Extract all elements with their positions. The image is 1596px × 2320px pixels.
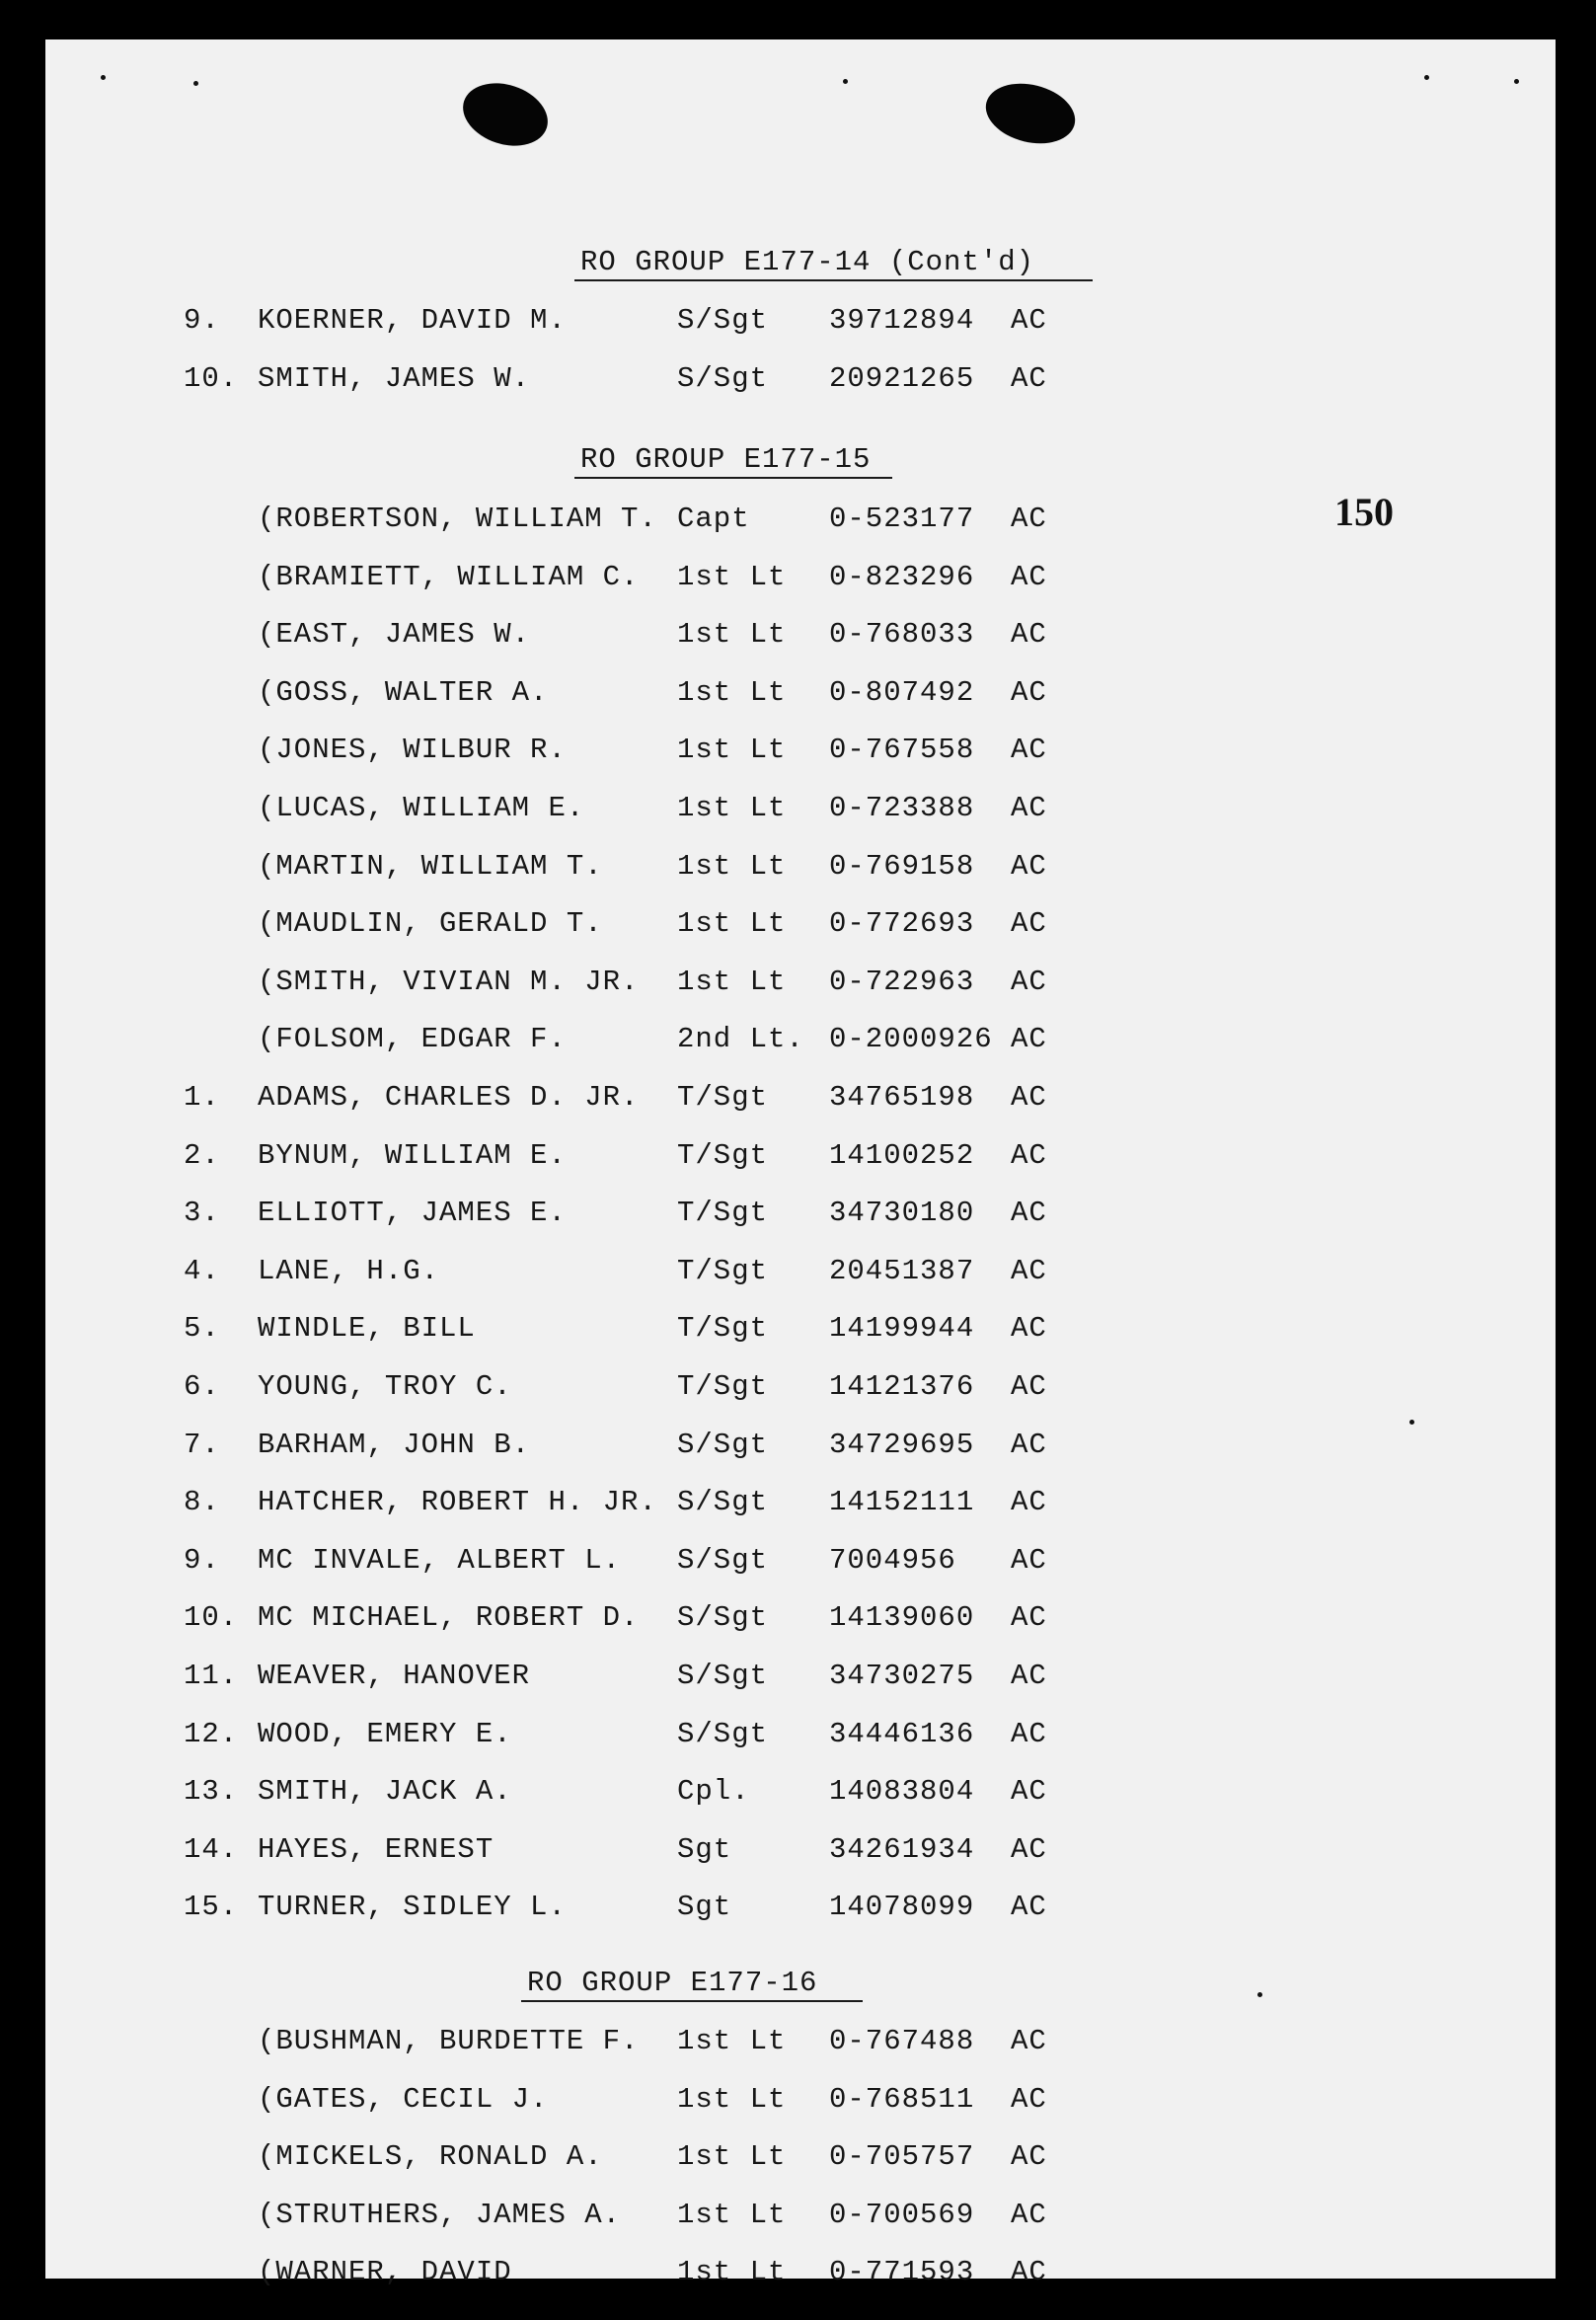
- branch-code: AC: [1011, 1833, 1047, 1866]
- branch-code: AC: [1011, 1775, 1047, 1808]
- row-number: 13.: [184, 1775, 239, 1808]
- roster-row: [45, 2137, 1131, 2177]
- roster-row: [45, 2080, 1131, 2120]
- member-name: TURNER, SIDLEY L.: [258, 1891, 567, 1923]
- member-name: (EAST, JAMES W.: [258, 618, 531, 651]
- roster-row: [45, 789, 1131, 828]
- member-name: MC MICHAEL, ROBERT D.: [258, 1601, 640, 1634]
- serial-number: 0-771593: [829, 2256, 975, 2288]
- member-rank: 1st Lt: [677, 2025, 787, 2057]
- member-name: (JONES, WILBUR R.: [258, 734, 567, 766]
- row-number: 9.: [184, 1544, 220, 1577]
- roster-row: [45, 1598, 1131, 1638]
- branch-code: AC: [1011, 1718, 1047, 1750]
- row-number: 10.: [184, 362, 239, 395]
- serial-number: 14121376: [829, 1370, 975, 1403]
- roster-row: [45, 731, 1131, 770]
- member-name: ADAMS, CHARLES D. JR.: [258, 1081, 640, 1114]
- group-header: [574, 243, 1040, 282]
- member-rank: 1st Lt: [677, 676, 787, 709]
- roster-row: [45, 1772, 1131, 1812]
- member-rank: T/Sgt: [677, 1370, 769, 1403]
- group-header-underline: [574, 279, 1093, 281]
- member-rank: 1st Lt: [677, 2199, 787, 2231]
- member-name: SMITH, JACK A.: [258, 1775, 512, 1808]
- row-number: 5.: [184, 1312, 220, 1345]
- member-name: (MARTIN, WILLIAM T.: [258, 850, 603, 883]
- speck: [1409, 1420, 1414, 1425]
- member-rank: 1st Lt: [677, 734, 787, 766]
- serial-number: 0-769158: [829, 850, 975, 883]
- branch-code: AC: [1011, 503, 1047, 535]
- member-rank: Cpl.: [677, 1775, 750, 1808]
- group-header-text: RO GROUP E177-16: [527, 1967, 818, 1999]
- row-number: 10.: [184, 1601, 239, 1634]
- punch-hole-right: [979, 75, 1081, 153]
- row-number: 9.: [184, 304, 220, 337]
- serial-number: 0-523177: [829, 503, 975, 535]
- roster-row: [45, 1252, 1131, 1291]
- row-number: 11.: [184, 1660, 239, 1692]
- member-name: HATCHER, ROBERT H. JR.: [258, 1486, 657, 1518]
- roster-row: [45, 1830, 1131, 1870]
- serial-number: 34729695: [829, 1429, 975, 1461]
- serial-number: 34261934: [829, 1833, 975, 1866]
- serial-number: 20451387: [829, 1255, 975, 1287]
- branch-code: AC: [1011, 1139, 1047, 1172]
- serial-number: 0-807492: [829, 676, 975, 709]
- member-rank: 1st Lt: [677, 966, 787, 998]
- group-header: [574, 440, 876, 480]
- row-number: 3.: [184, 1197, 220, 1229]
- member-rank: S/Sgt: [677, 1429, 769, 1461]
- branch-code: AC: [1011, 966, 1047, 998]
- member-name: BARHAM, JOHN B.: [258, 1429, 531, 1461]
- roster-row: [45, 1078, 1131, 1118]
- member-rank: T/Sgt: [677, 1197, 769, 1229]
- branch-code: AC: [1011, 1081, 1047, 1114]
- branch-code: AC: [1011, 304, 1047, 337]
- roster-row: [45, 359, 1131, 399]
- speck: [1514, 79, 1519, 84]
- roster-row: [45, 2196, 1131, 2235]
- roster-row: [45, 1020, 1131, 1059]
- member-rank: 1st Lt: [677, 2083, 787, 2116]
- serial-number: 34446136: [829, 1718, 975, 1750]
- branch-code: AC: [1011, 561, 1047, 593]
- member-rank: 1st Lt: [677, 2256, 787, 2288]
- member-name: YOUNG, TROY C.: [258, 1370, 512, 1403]
- member-rank: T/Sgt: [677, 1255, 769, 1287]
- member-name: (MICKELS, RONALD A.: [258, 2140, 603, 2173]
- row-number: 14.: [184, 1833, 239, 1866]
- roster-row: [45, 2253, 1131, 2292]
- row-number: 2.: [184, 1139, 220, 1172]
- roster-row: [45, 1309, 1131, 1349]
- serial-number: 0-772693: [829, 907, 975, 940]
- member-name: (LUCAS, WILLIAM E.: [258, 792, 585, 824]
- group-header: [521, 1964, 823, 2003]
- branch-code: AC: [1011, 1255, 1047, 1287]
- roster-row: [45, 1888, 1131, 1927]
- member-rank: 1st Lt: [677, 618, 787, 651]
- row-number: 12.: [184, 1718, 239, 1750]
- serial-number: 14199944: [829, 1312, 975, 1345]
- roster-row: [45, 963, 1131, 1002]
- group-header-underline: [521, 2000, 863, 2002]
- speck: [101, 75, 106, 80]
- serial-number: 14078099: [829, 1891, 975, 1923]
- row-number: 15.: [184, 1891, 239, 1923]
- serial-number: 0-723388: [829, 792, 975, 824]
- member-name: LANE, H.G.: [258, 1255, 440, 1287]
- member-rank: T/Sgt: [677, 1139, 769, 1172]
- roster-row: [45, 558, 1131, 597]
- roster-row: [45, 2022, 1131, 2061]
- member-name: (ROBERTSON, WILLIAM T.: [258, 503, 657, 535]
- branch-code: AC: [1011, 850, 1047, 883]
- member-rank: S/Sgt: [677, 1660, 769, 1692]
- punch-hole-left: [455, 73, 556, 156]
- speck: [1424, 75, 1429, 80]
- page-number-stamp: 150: [1334, 490, 1394, 534]
- branch-code: AC: [1011, 2140, 1047, 2173]
- serial-number: 0-722963: [829, 966, 975, 998]
- serial-number: 14100252: [829, 1139, 975, 1172]
- branch-code: AC: [1011, 2025, 1047, 2057]
- group-header-text: RO GROUP E177-14 (Cont'd): [580, 246, 1035, 278]
- roster-row: [45, 847, 1131, 887]
- member-rank: 1st Lt: [677, 850, 787, 883]
- member-rank: T/Sgt: [677, 1312, 769, 1345]
- member-rank: Sgt: [677, 1833, 732, 1866]
- member-rank: 1st Lt: [677, 792, 787, 824]
- member-name: (BRAMIETT, WILLIAM C.: [258, 561, 640, 593]
- member-name: WEAVER, HANOVER: [258, 1660, 531, 1692]
- branch-code: AC: [1011, 1429, 1047, 1461]
- branch-code: AC: [1011, 1370, 1047, 1403]
- member-rank: S/Sgt: [677, 1486, 769, 1518]
- member-rank: S/Sgt: [677, 362, 769, 395]
- member-name: (BUSHMAN, BURDETTE F.: [258, 2025, 640, 2057]
- member-rank: S/Sgt: [677, 304, 769, 337]
- member-name: (SMITH, VIVIAN M. JR.: [258, 966, 640, 998]
- branch-code: AC: [1011, 362, 1047, 395]
- branch-code: AC: [1011, 1544, 1047, 1577]
- speck: [193, 81, 198, 86]
- member-rank: T/Sgt: [677, 1081, 769, 1114]
- member-name: WOOD, EMERY E.: [258, 1718, 512, 1750]
- row-number: 1.: [184, 1081, 220, 1114]
- branch-code: AC: [1011, 1486, 1047, 1518]
- serial-number: 0-768511: [829, 2083, 975, 2116]
- roster-row: [45, 1426, 1131, 1465]
- branch-code: AC: [1011, 2083, 1047, 2116]
- serial-number: 0-823296: [829, 561, 975, 593]
- member-name: (MAUDLIN, GERALD T.: [258, 907, 603, 940]
- branch-code: AC: [1011, 1660, 1047, 1692]
- row-number: 6.: [184, 1370, 220, 1403]
- branch-code: AC: [1011, 2199, 1047, 2231]
- roster-row: [45, 1715, 1131, 1754]
- branch-code: AC: [1011, 618, 1047, 651]
- member-name: BYNUM, WILLIAM E.: [258, 1139, 567, 1172]
- member-name: (WARNER, DAVID: [258, 2256, 512, 2288]
- branch-code: AC: [1011, 2256, 1047, 2288]
- member-rank: Capt: [677, 503, 750, 535]
- serial-number: 7004956: [829, 1544, 956, 1577]
- branch-code: AC: [1011, 676, 1047, 709]
- serial-number: 20921265: [829, 362, 975, 395]
- branch-code: AC: [1011, 1197, 1047, 1229]
- roster-row: [45, 904, 1131, 944]
- roster-row: [45, 301, 1131, 341]
- serial-number: 0-768033: [829, 618, 975, 651]
- serial-number: 0-700569: [829, 2199, 975, 2231]
- row-number: 8.: [184, 1486, 220, 1518]
- serial-number: 34765198: [829, 1081, 975, 1114]
- member-rank: S/Sgt: [677, 1544, 769, 1577]
- group-header-text: RO GROUP E177-15: [580, 443, 872, 476]
- branch-code: AC: [1011, 907, 1047, 940]
- branch-code: AC: [1011, 1891, 1047, 1923]
- member-name: WINDLE, BILL: [258, 1312, 476, 1345]
- roster-row: [45, 1136, 1131, 1176]
- speck: [1257, 1992, 1262, 1997]
- group-header-underline: [574, 477, 892, 479]
- member-name: (FOLSOM, EDGAR F.: [258, 1023, 567, 1055]
- member-rank: 1st Lt: [677, 561, 787, 593]
- roster-row: [45, 1194, 1131, 1233]
- member-rank: S/Sgt: [677, 1718, 769, 1750]
- member-name: MC INVALE, ALBERT L.: [258, 1544, 622, 1577]
- roster-row: [45, 673, 1131, 713]
- branch-code: AC: [1011, 1023, 1047, 1055]
- branch-code: AC: [1011, 792, 1047, 824]
- branch-code: AC: [1011, 734, 1047, 766]
- member-name: SMITH, JAMES W.: [258, 362, 531, 395]
- roster-row: [45, 1657, 1131, 1696]
- row-number: 4.: [184, 1255, 220, 1287]
- member-name: ELLIOTT, JAMES E.: [258, 1197, 567, 1229]
- roster-row: [45, 615, 1131, 655]
- serial-number: 34730180: [829, 1197, 975, 1229]
- serial-number: 0-705757: [829, 2140, 975, 2173]
- row-number: 7.: [184, 1429, 220, 1461]
- member-rank: 1st Lt: [677, 2140, 787, 2173]
- member-name: (STRUTHERS, JAMES A.: [258, 2199, 622, 2231]
- member-name: (GOSS, WALTER A.: [258, 676, 549, 709]
- roster-row: [45, 1541, 1131, 1581]
- roster-row: [45, 500, 1131, 539]
- serial-number: 0-2000926: [829, 1023, 993, 1055]
- branch-code: AC: [1011, 1312, 1047, 1345]
- document-page: [45, 39, 1556, 2288]
- serial-number: 39712894: [829, 304, 975, 337]
- member-name: (GATES, CECIL J.: [258, 2083, 549, 2116]
- roster-row: [45, 1367, 1131, 1407]
- member-name: KOERNER, DAVID M.: [258, 304, 567, 337]
- speck: [843, 79, 848, 84]
- member-rank: 2nd Lt.: [677, 1023, 804, 1055]
- serial-number: 14139060: [829, 1601, 975, 1634]
- serial-number: 34730275: [829, 1660, 975, 1692]
- member-rank: 1st Lt: [677, 907, 787, 940]
- member-rank: Sgt: [677, 1891, 732, 1923]
- serial-number: 0-767558: [829, 734, 975, 766]
- member-rank: S/Sgt: [677, 1601, 769, 1634]
- branch-code: AC: [1011, 1601, 1047, 1634]
- roster-row: [45, 1483, 1131, 1522]
- member-name: HAYES, ERNEST: [258, 1833, 494, 1866]
- serial-number: 14083804: [829, 1775, 975, 1808]
- serial-number: 0-767488: [829, 2025, 975, 2057]
- serial-number: 14152111: [829, 1486, 975, 1518]
